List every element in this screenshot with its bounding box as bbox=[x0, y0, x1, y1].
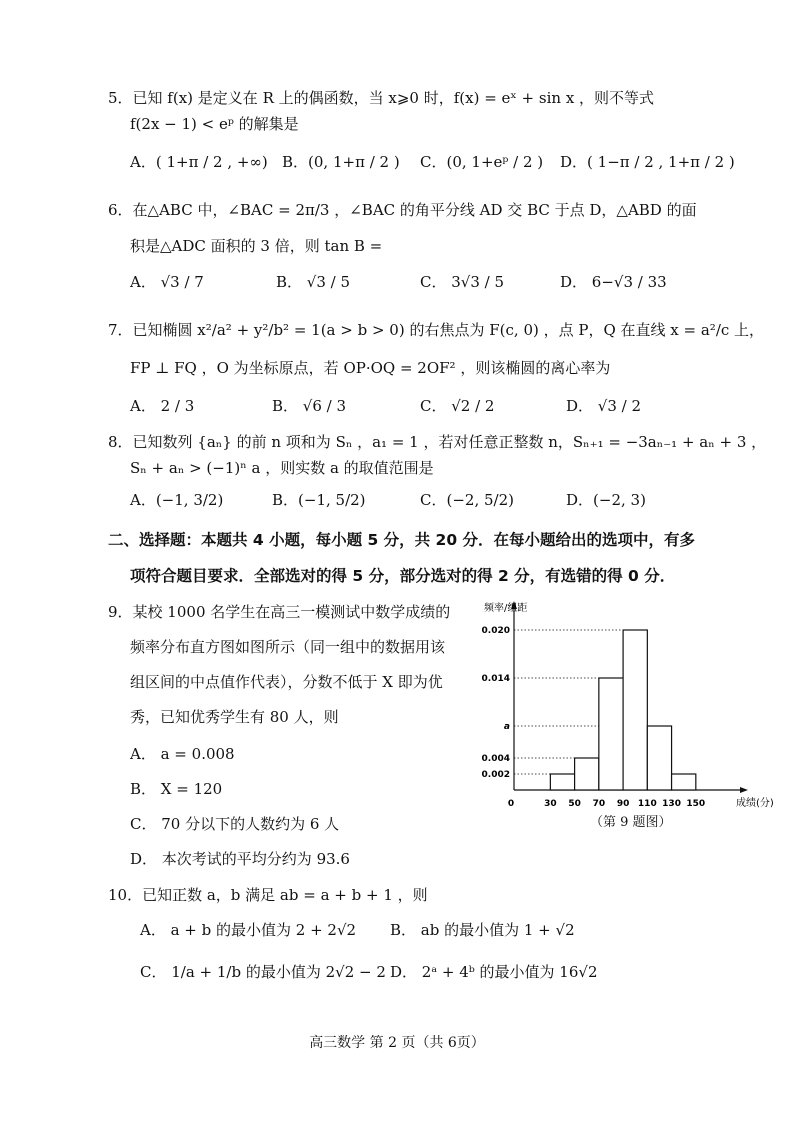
x-tick-label: 50 bbox=[568, 799, 581, 809]
section2-heading-line2: 项符合题目要求．全部选对的得 5 分，部分选对的得 2 分，有选错的得 0 分． bbox=[130, 567, 676, 585]
q7-option-d[interactable]: D． √3 / 2 bbox=[566, 397, 642, 415]
q5-option-b[interactable]: B．(0, 1+π / 2 ) bbox=[282, 153, 400, 171]
q9-line4: 秀，已知优秀学生有 80 人，则 bbox=[130, 708, 339, 726]
y-tick-label: 0.004 bbox=[481, 754, 510, 764]
histogram-bar bbox=[647, 726, 671, 790]
q5-option-c[interactable]: C．(0, 1+eᵖ / 2 ) bbox=[420, 153, 544, 171]
q7-option-b[interactable]: B． √6 / 3 bbox=[272, 397, 347, 415]
q7-option-c[interactable]: C． √2 / 2 bbox=[420, 397, 495, 415]
x-tick-label: 130 bbox=[662, 799, 681, 809]
histogram-bar bbox=[672, 774, 696, 790]
x-axis-label: 成绩(分) bbox=[736, 798, 774, 809]
q8-option-c[interactable]: C．(−2, 5/2) bbox=[420, 491, 514, 509]
q8-line2: Sₙ + aₙ > (−1)ⁿ a ，则实数 a 的取值范围是 bbox=[130, 459, 434, 477]
q9-line1: 9．某校 1000 名学生在高三一模测试中数学成绩的 bbox=[108, 603, 451, 621]
page-footer: 高三数学 第 2 页（共 6页） bbox=[309, 1035, 485, 1051]
q10-line1: 10．已知正数 a，b 满足 ab = a + b + 1 ，则 bbox=[108, 886, 428, 904]
q5-option-d[interactable]: D．( 1−π / 2 , 1+π / 2 ) bbox=[560, 153, 735, 171]
q8-option-d[interactable]: D．(−2, 3) bbox=[566, 491, 646, 509]
q5-option-a[interactable]: A．( 1+π / 2 , +∞) bbox=[130, 153, 268, 171]
y-tick-label: 0.014 bbox=[481, 674, 510, 684]
chart-caption: （第 9 题图） bbox=[590, 815, 672, 830]
q9-line2: 频率分布直方图如图所示（同一组中的数据用该 bbox=[130, 638, 446, 656]
histogram-bar bbox=[599, 678, 623, 790]
q6-option-c[interactable]: C． 3√3 / 5 bbox=[420, 273, 505, 291]
q10-option-c[interactable]: C． 1/a + 1/b 的最小值为 2√2 − 2 bbox=[140, 963, 386, 981]
q9-line3: 组区间的中点值作代表），分数不低于 X 即为优 bbox=[130, 673, 443, 691]
q9-option-d[interactable]: D． 本次考试的平均分约为 93.6 bbox=[130, 850, 350, 868]
q8-line1: 8．已知数列 {aₙ} 的前 n 项和为 Sₙ ，a₁ = 1 ，若对任意正整数 n，Sₙ₊₁ = −3aₙ₋₁ + aₙ + 3 ， bbox=[108, 433, 767, 451]
y-axis-label: 频率/组距 bbox=[484, 603, 528, 614]
y-tick-label: a bbox=[503, 722, 510, 732]
q8-option-b[interactable]: B．(−1, 5/2) bbox=[272, 491, 366, 509]
q6-option-a[interactable]: A． √3 / 7 bbox=[130, 273, 204, 291]
q5-line1: 5．已知 f(x) 是定义在 R 上的偶函数，当 x⩾0 时，f(x) = eˣ + sin x ，则不等式 bbox=[108, 89, 655, 107]
q6-line2: 积是△ADC 面积的 3 倍，则 tan B = bbox=[130, 237, 383, 255]
origin-label: 0 bbox=[507, 799, 515, 809]
q7-line2: FP ⊥ FQ ，O 为坐标原点，若 OP·OQ = 2OF² ，则该椭圆的离心率为 bbox=[130, 359, 611, 377]
histogram-bar bbox=[623, 630, 647, 790]
q7-line1: 7．已知椭圆 x²/a² + y²/b² = 1(a > b > 0) 的右焦点为 F(c, 0) ，点 P，Q 在直线 x = a²/c 上， bbox=[108, 321, 765, 339]
histogram-bar bbox=[550, 774, 574, 790]
q10-option-b[interactable]: B． ab 的最小值为 1 + √2 bbox=[390, 921, 575, 939]
q5-line2: f(2x − 1) < eᵖ 的解集是 bbox=[130, 115, 299, 133]
x-tick-label: 90 bbox=[616, 799, 630, 809]
x-tick-label: 30 bbox=[544, 799, 557, 809]
x-tick-label: 110 bbox=[637, 799, 657, 809]
x-tick-label: 70 bbox=[592, 799, 606, 809]
y-tick-label: 0.002 bbox=[481, 770, 510, 780]
x-axis-arrow bbox=[740, 787, 748, 793]
q10-option-a[interactable]: A． a + b 的最小值为 2 + 2√2 bbox=[140, 921, 357, 939]
q6-line1: 6．在△ABC 中，∠BAC = 2π/3 ，∠BAC 的角平分线 AD 交 BC 于点 D，△ABD 的面 bbox=[108, 201, 697, 219]
q6-option-b[interactable]: B． √3 / 5 bbox=[276, 273, 351, 291]
histogram-bar bbox=[575, 758, 599, 790]
q10-option-d[interactable]: D． 2ᵃ + 4ᵇ 的最小值为 16√2 bbox=[390, 963, 598, 981]
y-tick-label: 0.020 bbox=[481, 626, 510, 636]
q7-option-a[interactable]: A． 2 / 3 bbox=[130, 397, 195, 415]
q8-option-a[interactable]: A．(−1, 3/2) bbox=[130, 491, 224, 509]
q9-option-b[interactable]: B． X = 120 bbox=[130, 780, 223, 798]
section2-heading-line1: 二、选择题：本题共 4 小题，每小题 5 分，共 20 分．在每小题给出的选项中，有多 bbox=[108, 531, 696, 549]
frequency-histogram bbox=[470, 595, 774, 835]
q9-option-a[interactable]: A． a = 0.008 bbox=[130, 745, 235, 763]
q9-option-c[interactable]: C． 70 分以下的人数约为 6 人 bbox=[130, 815, 340, 833]
x-tick-label: 150 bbox=[686, 799, 706, 809]
q6-option-d[interactable]: D． 6−√3 / 33 bbox=[560, 273, 667, 291]
